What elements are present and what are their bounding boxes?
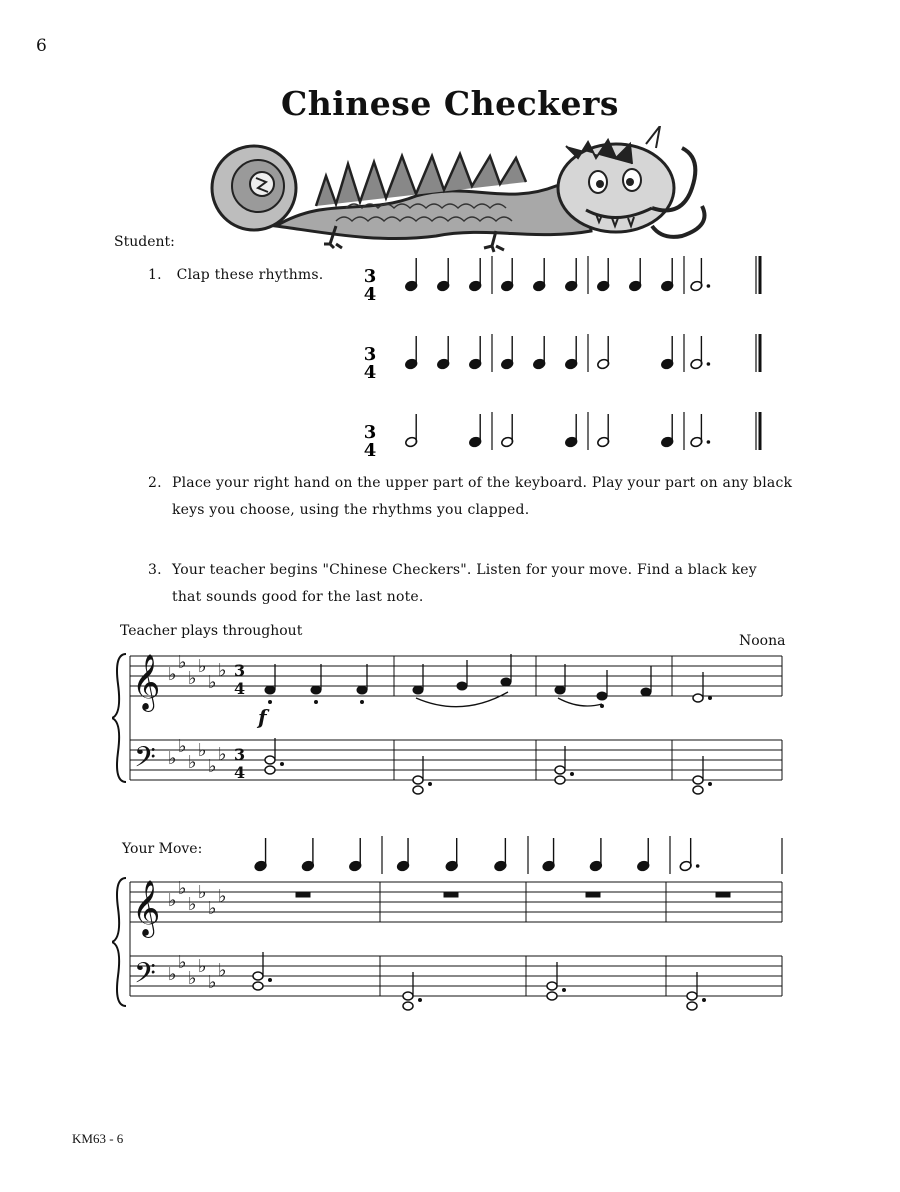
dotted-half-note — [690, 258, 710, 292]
instruction-2 — [148, 470, 792, 524]
page-title: Chinese Checkers — [280, 84, 620, 123]
instruction-3-number: 3. — [148, 562, 162, 578]
half-note — [405, 414, 418, 448]
svg-text:♭: ♭ — [188, 752, 197, 773]
quarter-note — [469, 258, 482, 292]
ts-top: 3 — [234, 661, 246, 680]
time-signature-top: 3 — [363, 344, 377, 365]
time-signature-bottom: 4 — [363, 284, 377, 305]
quarter-note — [396, 838, 409, 872]
rhythm-line-2 — [360, 330, 780, 390]
svg-text:♭: ♭ — [208, 672, 217, 693]
ts-top-bass: 3 — [234, 745, 246, 764]
whole-rest — [586, 892, 600, 897]
whole-rest — [296, 892, 310, 897]
student-label: Student: — [114, 234, 175, 250]
instruction-3-line-1: Your teacher begins "Chinese Checkers". Listen for your move. Find a black key — [172, 562, 757, 578]
quarter-note — [542, 838, 555, 872]
half-note — [597, 336, 610, 370]
quarter-note — [494, 838, 507, 872]
dynamic-marking: f — [258, 705, 267, 729]
quarter-note — [405, 258, 418, 292]
svg-text:♭: ♭ — [198, 882, 207, 903]
svg-text:♭: ♭ — [188, 894, 197, 915]
quarter-note — [469, 414, 482, 448]
quarter-note — [501, 258, 514, 292]
quarter-note — [589, 838, 602, 872]
rhythm-line-3 — [360, 408, 780, 468]
quarter-note — [637, 838, 650, 872]
svg-text:♭: ♭ — [178, 652, 187, 673]
svg-text:♭: ♭ — [168, 664, 177, 685]
quarter-note — [661, 414, 674, 448]
instruction-2-number: 2. — [148, 475, 162, 491]
instruction-2-line-2: keys you choose, using the rhythms you clapped. — [172, 502, 530, 518]
svg-text:♭: ♭ — [198, 656, 207, 677]
svg-text:♭: ♭ — [198, 740, 207, 761]
time-signature-bottom: 4 — [363, 362, 377, 383]
teacher-plays-label: Teacher plays throughout — [120, 623, 303, 639]
quarter-note — [445, 838, 458, 872]
svg-text:♭: ♭ — [208, 972, 217, 993]
svg-text:♭: ♭ — [208, 898, 217, 919]
svg-text:♭: ♭ — [218, 660, 227, 681]
quarter-note — [533, 258, 546, 292]
instruction-1 — [148, 262, 323, 289]
svg-text:♭: ♭ — [178, 736, 187, 757]
quarter-note — [437, 258, 450, 292]
dotted-half-note — [690, 336, 710, 370]
dragon-illustration — [206, 126, 708, 256]
instruction-2-line-1: Place your right hand on the upper part of the keyboard. Play your part on any black — [172, 475, 793, 491]
quarter-note — [565, 336, 578, 370]
ts-bottom: 4 — [234, 679, 246, 698]
quarter-note — [565, 414, 578, 448]
quarter-note — [349, 838, 362, 872]
svg-text:♭: ♭ — [178, 952, 187, 973]
svg-text:♭: ♭ — [168, 748, 177, 769]
instruction-3-line-2: that sounds good for the last note. — [172, 589, 424, 605]
composer-credit: Noona — [739, 633, 786, 649]
your-move-grand-staff — [112, 872, 792, 1012]
quarter-note — [469, 336, 482, 370]
svg-text:♭: ♭ — [218, 744, 227, 765]
quarter-note — [629, 258, 642, 292]
instruction-3 — [148, 557, 757, 611]
svg-text:♭: ♭ — [208, 756, 217, 777]
rhythm-line-1 — [360, 252, 780, 312]
whole-rest — [444, 892, 458, 897]
treble-clef-icon: 𝄞 — [132, 880, 161, 936]
bass-clef-icon: 𝄢 — [134, 741, 156, 781]
quarter-note — [437, 336, 450, 370]
half-note — [501, 414, 514, 448]
instruction-1-number: 1. — [148, 267, 162, 283]
ts-bottom-bass: 4 — [234, 763, 246, 782]
quarter-note — [661, 258, 674, 292]
bass-clef-icon: 𝄢 — [134, 957, 156, 997]
your-move-rhythm — [236, 826, 796, 876]
time-signature-top: 3 — [363, 266, 377, 287]
svg-text:♭: ♭ — [188, 668, 197, 689]
page-number: 6 — [36, 36, 47, 56]
quarter-note — [254, 838, 267, 872]
svg-text:♭: ♭ — [218, 886, 227, 907]
your-move-label: Your Move: — [122, 841, 203, 857]
page-footer: KM63 - 6 — [72, 1131, 124, 1146]
dotted-half-note — [679, 838, 699, 872]
instruction-1-text: Clap these rhythms. — [176, 267, 324, 283]
whole-rest — [716, 892, 730, 897]
teacher-grand-staff — [112, 646, 792, 800]
quarter-note — [661, 336, 674, 370]
quarter-note — [301, 838, 314, 872]
half-note — [597, 414, 610, 448]
time-signature-bottom: 4 — [363, 440, 377, 461]
svg-text:♭: ♭ — [168, 964, 177, 985]
quarter-note — [533, 336, 546, 370]
dotted-half-note — [690, 414, 710, 448]
treble-clef-icon: 𝄞 — [132, 654, 161, 710]
svg-text:♭: ♭ — [188, 968, 197, 989]
time-signature-top: 3 — [363, 422, 377, 443]
svg-text:♭: ♭ — [168, 890, 177, 911]
quarter-note — [405, 336, 418, 370]
quarter-note — [501, 336, 514, 370]
svg-text:♭: ♭ — [178, 878, 187, 899]
svg-text:♭: ♭ — [218, 960, 227, 981]
svg-text:♭: ♭ — [198, 956, 207, 977]
quarter-note — [565, 258, 578, 292]
quarter-note — [597, 258, 610, 292]
